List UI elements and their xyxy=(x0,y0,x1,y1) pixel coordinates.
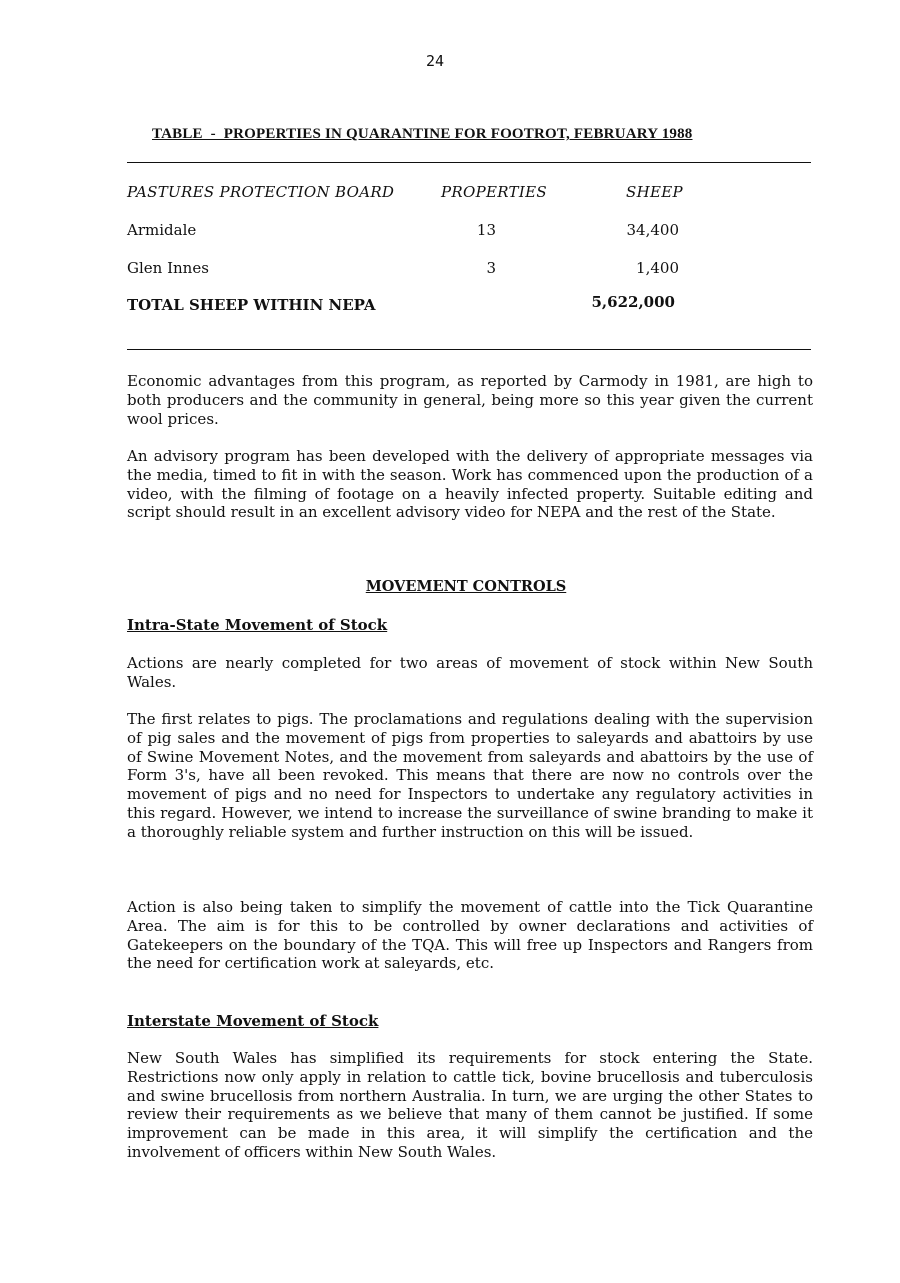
column-header-board: PASTURES PROTECTION BOARD xyxy=(127,183,395,201)
column-header-sheep: SHEEP xyxy=(626,183,683,201)
row-properties-glen-innes: 3 xyxy=(486,259,496,277)
row-sheep-armidale: 34,400 xyxy=(626,221,679,239)
row-sheep-glen-innes: 1,400 xyxy=(636,259,679,277)
table-title: TABLE - PROPERTIES IN QUARANTINE FOR FOOTROT, FEBRUARY 1988 xyxy=(152,126,693,142)
section-title-movement-controls xyxy=(0,578,900,595)
total-label: TOTAL SHEEP WITHIN NEPA xyxy=(127,296,376,314)
paragraph-economic: Economic advantages from this program, as reported by Carmody in 1981, are high to both producers and the community in general, being more so this year given the current wool prices. xyxy=(127,372,813,428)
row-board-glen-innes: Glen Innes xyxy=(127,259,209,277)
row-board-armidale: Armidale xyxy=(127,221,197,239)
subheading-interstate: Interstate Movement of Stock xyxy=(127,1012,379,1030)
table-bottom-rule xyxy=(127,349,811,350)
total-sheep: 5,622,000 xyxy=(591,293,675,311)
paragraph-intra-areas: Actions are nearly completed for two areas of movement of stock within New South Wales. xyxy=(127,654,813,691)
paragraph-pigs: The first relates to pigs. The proclamations and regulations dealing with the supervision of pig sales and the movement of pigs from properties to saleyards and abattoirs by use of Swine Movement Notes, and the movement from saleyards and abattoirs by the use of Form 3's, have all been revoked. This means that there are now no controls over the movement of pigs and no need for Inspectors to undertake any regulatory activities in this regard. However, we intend to increase the surveillance of swine branding to make it a thoroughly reliable system and further instruction on this will be issued. xyxy=(127,710,813,841)
paragraph-cattle-tick: Action is also being taken to simplify the movement of cattle into the Tick Quarantine Area. The aim is for this to be controlled by owner declarations and activities of Gatekeepers on the boundary of the TQA. This will free up Inspectors and Rangers from the need for certification work at saleyards, etc. xyxy=(127,898,813,973)
table-top-rule xyxy=(127,162,811,163)
row-properties-armidale: 13 xyxy=(476,221,496,239)
paragraph-interstate: New South Wales has simplified its requirements for stock entering the State. Restrictions now only apply in relation to cattle tick, bovine brucellosis and tuberculosis and swine brucellosis from northern Australia. In turn, we are urging the other States to review their requirements as we believe that many of them cannot be justified. If some improvement can be made in this area, it will simplify the certification and the involvement of officers within New South Wales. xyxy=(127,1049,813,1161)
column-header-properties: PROPERTIES xyxy=(441,183,547,201)
paragraph-advisory: An advisory program has been developed with the delivery of appropriate messages via the media, timed to fit in with the season. Work has commenced upon the production of a video, with the filming of footage on a heavily infected property. Suitable editing and script should result in an excellent advisory video for NEPA and the rest of the State. xyxy=(127,447,813,522)
section-title-text: MOVEMENT CONTROLS xyxy=(365,578,567,595)
subheading-intra-state: Intra-State Movement of Stock xyxy=(127,616,388,634)
page-number: 24 xyxy=(425,52,445,70)
